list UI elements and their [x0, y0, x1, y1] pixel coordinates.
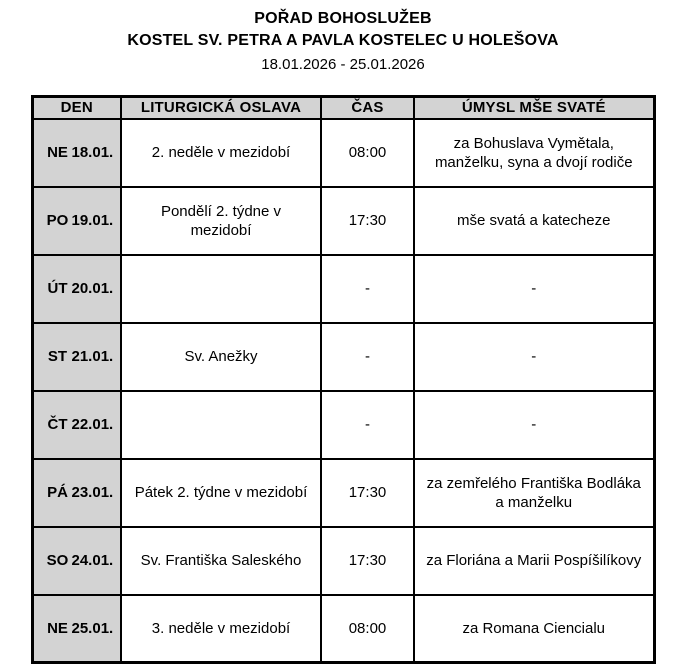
column-header-den: DEN: [32, 97, 121, 119]
day-cell: [32, 459, 121, 527]
day-abbr: SO: [46, 552, 69, 569]
table-row: [32, 391, 654, 459]
day-date: 25.01.: [71, 619, 114, 637]
day-cell: [32, 527, 121, 595]
document-header: [0, 0, 686, 74]
page-subtitle: KOSTEL SV. PETRA A PAVLA KOSTELEC U HOLEŠOVA: [127, 32, 559, 49]
table-row: [32, 187, 654, 255]
day-date: 20.01.: [71, 280, 114, 297]
date-range: 18.01.2026 - 25.01.2026: [261, 56, 425, 73]
day-cell: [32, 391, 121, 459]
day-abbr: PO: [46, 212, 69, 229]
day-date: 21.01.: [71, 348, 114, 365]
page-title: POŘAD BOHOSLUŽEB: [254, 10, 432, 27]
table-row: [32, 459, 654, 527]
intention-cell: -: [414, 391, 654, 459]
schedule-table: [31, 95, 656, 664]
day-date: 18.01.: [71, 144, 114, 161]
time-cell: -: [321, 255, 414, 323]
day-abbr: ÚT: [47, 280, 68, 297]
time-cell: -: [321, 391, 414, 459]
day-date: 23.01.: [71, 484, 114, 501]
table-row: [32, 527, 654, 595]
celebration-cell: Pátek 2. týdne v mezidobí: [121, 459, 321, 527]
header-row: [32, 97, 654, 119]
celebration-cell: [121, 391, 321, 459]
celebration-cell: Pondělí 2. týdne v mezidobí: [121, 187, 321, 255]
day-date: 22.01.: [71, 416, 114, 433]
table-row: [32, 255, 654, 323]
day-cell: [32, 187, 121, 255]
celebration-cell: 2. neděle v mezidobí: [121, 119, 321, 187]
time-cell: 08:00: [321, 595, 414, 663]
celebration-cell: 3. neděle v mezidobí: [121, 595, 321, 663]
table-row: [32, 595, 654, 663]
table-row: [32, 119, 654, 187]
celebration-cell: Sv. Anežky: [121, 323, 321, 391]
intention-cell: za Romana Ciencialu: [414, 595, 654, 663]
time-cell: 17:30: [321, 459, 414, 527]
intention-cell: za Bohuslava Vymětala, manželku, syna a dvojí rodiče: [414, 119, 654, 187]
day-abbr: NE: [47, 144, 68, 161]
time-cell: 17:30: [321, 187, 414, 255]
day-cell: [32, 119, 121, 187]
celebration-cell: Sv. Františka Saleského: [121, 527, 321, 595]
day-date: 19.01.: [71, 212, 114, 229]
intention-cell: -: [414, 323, 654, 391]
intention-cell: -: [414, 255, 654, 323]
column-header-umysl-mse-svate: ÚMYSL MŠE SVATÉ: [414, 97, 654, 119]
day-cell: [32, 595, 121, 663]
day-cell: [32, 323, 121, 391]
day-abbr: ST: [47, 348, 68, 365]
day-cell: [32, 255, 121, 323]
table-row: [32, 323, 654, 391]
time-cell: 17:30: [321, 527, 414, 595]
celebration-cell: [121, 255, 321, 323]
column-header-liturgicka-oslava: LITURGICKÁ OSLAVA: [121, 97, 321, 119]
column-header-cas: ČAS: [321, 97, 414, 119]
intention-cell: za Floriána a Marii Pospíšilíkovy: [414, 527, 654, 595]
day-date: 24.01.: [71, 552, 114, 569]
day-abbr: NE: [47, 619, 68, 637]
day-abbr: PÁ: [47, 484, 68, 501]
time-cell: 08:00: [321, 119, 414, 187]
intention-cell: mše svatá a katecheze: [414, 187, 654, 255]
time-cell: -: [321, 323, 414, 391]
day-abbr: ČT: [47, 416, 68, 433]
intention-cell: za zemřelého Františka Bodláka a manželku: [414, 459, 654, 527]
